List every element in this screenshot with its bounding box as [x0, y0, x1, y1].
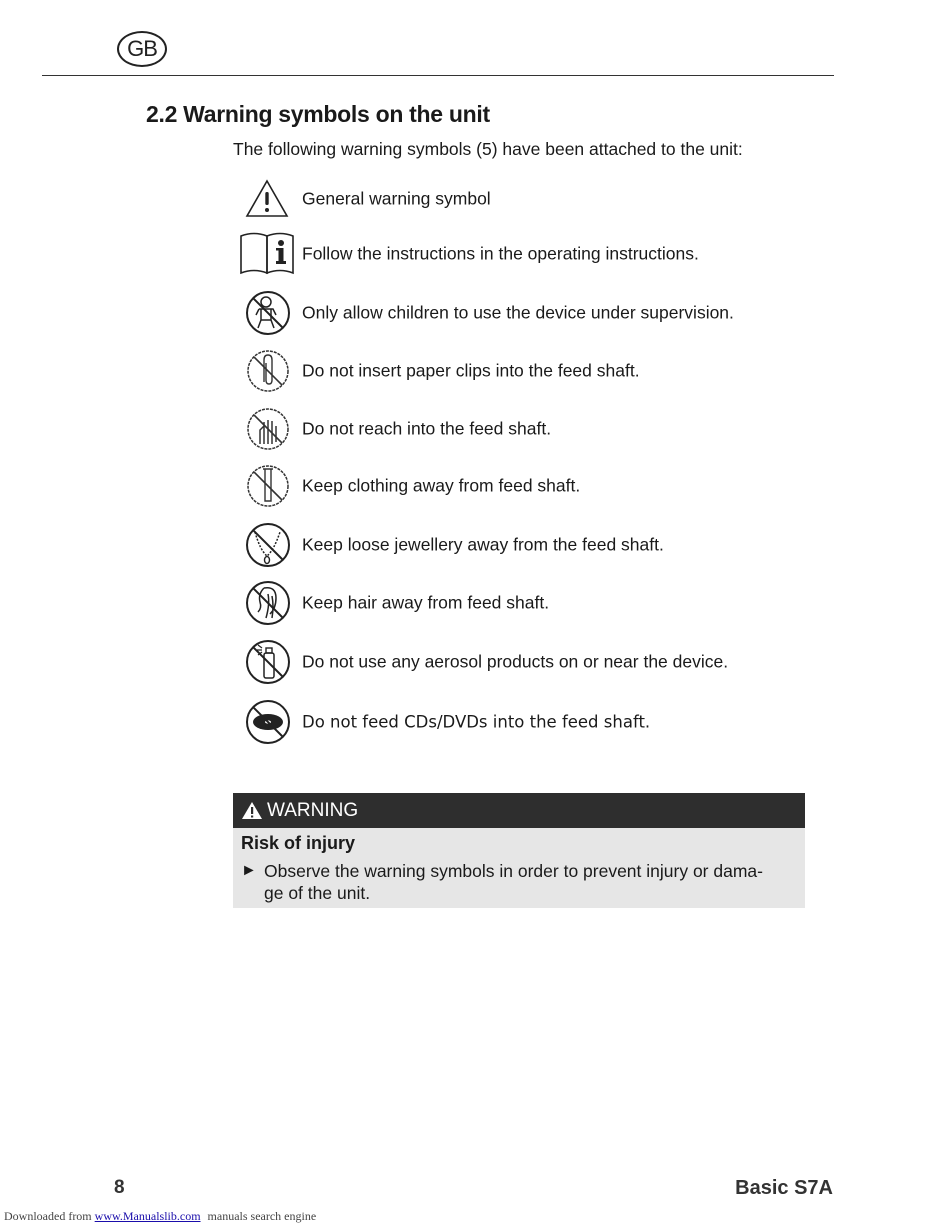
download-footer [4, 1209, 316, 1224]
no-cd-dvd-icon [240, 697, 294, 747]
no-hair-icon [240, 578, 294, 628]
symbol-text: Keep hair away from feed shaft. [302, 592, 550, 613]
symbol-text: Do not insert paper clips into the feed shaft. [302, 360, 640, 381]
model-name: Basic S7A [735, 1177, 833, 1199]
symbol-row-hair [240, 578, 800, 628]
no-children-icon [240, 288, 294, 338]
warning-instruction [241, 860, 797, 904]
warning-instruction-line2: ge of the unit. [264, 883, 371, 903]
section-intro: The following warning symbols (5) have been attached to the unit: [233, 139, 743, 159]
no-hand-icon [240, 404, 294, 454]
read-instructions-icon [240, 229, 294, 279]
warning-label: WARNING [267, 799, 359, 821]
warning-triangle-icon [241, 801, 263, 820]
warning-box [233, 793, 805, 908]
footer-prefix: Downloaded from [4, 1209, 92, 1223]
section-title: 2.2 Warning symbols on the unit [146, 101, 490, 127]
warning-instruction-line1: Observe the warning symbols in order to prevent injury or dama- [264, 861, 763, 881]
warning-subtitle: Risk of injury [241, 833, 356, 853]
symbol-text: Keep clothing away from feed shaft. [302, 475, 581, 496]
symbol-text: Keep loose jewellery away from the feed shaft. [302, 534, 664, 555]
manualslib-link[interactable]: www.Manualslib.com [94, 1209, 201, 1223]
no-jewellery-icon [240, 520, 294, 570]
symbol-row-aerosol [240, 637, 800, 687]
footer-suffix: manuals search engine [207, 1209, 317, 1223]
symbol-text: Follow the instructions in the operating instructions. [302, 243, 699, 264]
no-aerosol-icon [240, 637, 294, 687]
header-rule [42, 75, 834, 76]
symbol-row-jewellery [240, 520, 800, 570]
symbol-row-general-warning [240, 174, 800, 224]
symbol-row-clothing [240, 461, 800, 511]
symbol-text: Only allow children to use the device under supervision. [302, 302, 734, 323]
symbol-row-paper-clips [240, 346, 800, 396]
arrow-icon: ► [241, 862, 257, 879]
symbol-text: Do not feed CDs/DVDs into the feed shaft. [302, 712, 651, 732]
symbol-row-cd-dvd [240, 697, 800, 747]
country-badge: GB [117, 31, 167, 67]
page-number: 8 [114, 1177, 125, 1198]
symbol-text: General warning symbol [302, 188, 491, 209]
symbol-row-children [240, 288, 800, 338]
no-paper-clips-icon [240, 346, 294, 396]
symbol-text: Do not use any aerosol products on or near the device. [302, 651, 729, 672]
warning-header [233, 793, 805, 828]
no-clothing-icon [240, 461, 294, 511]
symbol-row-hand [240, 404, 800, 454]
symbol-text: Do not reach into the feed shaft. [302, 418, 552, 439]
symbol-row-read-instructions [240, 229, 800, 279]
general-warning-icon [240, 174, 294, 224]
